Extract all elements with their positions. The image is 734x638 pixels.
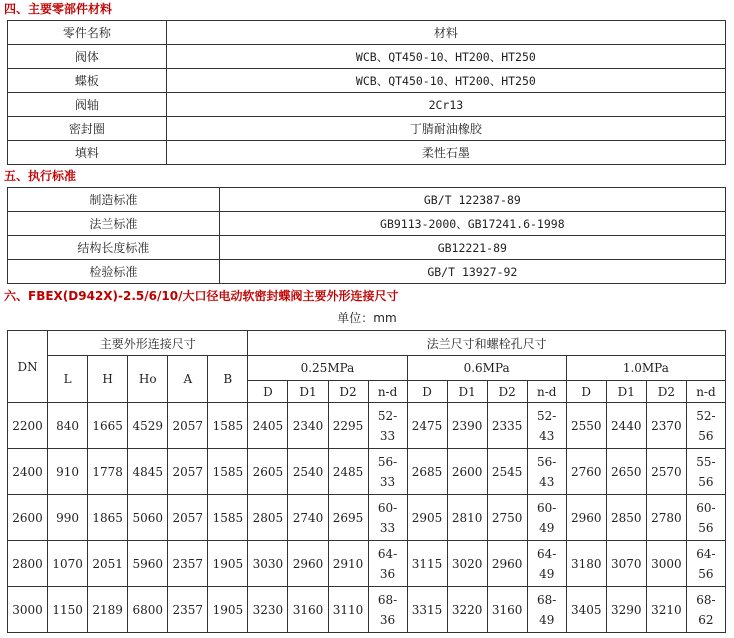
header-a: A bbox=[168, 356, 208, 403]
table-row bbox=[8, 141, 726, 165]
a-value: 2357 bbox=[168, 587, 208, 633]
material-value: 2Cr13 bbox=[166, 93, 725, 117]
d2-value: 3000 bbox=[646, 541, 686, 587]
d-value: 2605 bbox=[248, 449, 288, 495]
header-d1: D1 bbox=[288, 381, 328, 403]
dn-value: 2600 bbox=[8, 495, 48, 541]
d2-value: 3210 bbox=[646, 587, 686, 633]
b-value: 1585 bbox=[208, 449, 248, 495]
d-value: 3180 bbox=[566, 541, 606, 587]
d1-value: 2600 bbox=[447, 449, 487, 495]
d1-value: 2650 bbox=[606, 449, 646, 495]
dimensions-body bbox=[8, 403, 726, 633]
nd-hole-diameter: 36 bbox=[379, 566, 396, 581]
dimensions-table bbox=[7, 330, 726, 633]
ho-value: 4529 bbox=[128, 403, 168, 449]
nd-bolt-count: 60- bbox=[537, 500, 557, 515]
nd-bolt-count: 60- bbox=[696, 500, 716, 515]
nd-hole-diameter: 33 bbox=[379, 520, 396, 535]
d-value: 2760 bbox=[566, 449, 606, 495]
d2-value: 2335 bbox=[487, 403, 527, 449]
table-row bbox=[8, 93, 726, 117]
header-nd: n-d bbox=[368, 381, 407, 403]
a-value: 2357 bbox=[168, 541, 208, 587]
a-value: 2057 bbox=[168, 495, 208, 541]
table-row bbox=[8, 495, 726, 541]
ho-value: 4845 bbox=[128, 449, 168, 495]
nd-value bbox=[686, 587, 725, 633]
header-dn: DN bbox=[8, 331, 48, 403]
standard-name: 制造标准 bbox=[8, 188, 220, 212]
d2-value: 2750 bbox=[487, 495, 527, 541]
d2-value: 2485 bbox=[328, 449, 368, 495]
b-value: 1585 bbox=[208, 495, 248, 541]
nd-hole-diameter: 43 bbox=[539, 428, 555, 443]
d2-value: 2370 bbox=[646, 403, 686, 449]
d-value: 2550 bbox=[566, 403, 606, 449]
d2-value: 2295 bbox=[328, 403, 368, 449]
nd-hole-diameter: 49 bbox=[539, 520, 555, 535]
section-title-dimensions: 六、FBEX(D942X)-2.5/6/10/大口径电动软密封蝶阀主要外形连接尺寸 bbox=[4, 289, 399, 303]
l-value: 910 bbox=[48, 449, 88, 495]
d2-value: 3160 bbox=[487, 587, 527, 633]
standard-name: 结构长度标准 bbox=[8, 236, 220, 260]
d1-value: 3070 bbox=[606, 541, 646, 587]
b-value: 1905 bbox=[208, 587, 248, 633]
table-row bbox=[8, 260, 726, 284]
part-name: 阀体 bbox=[8, 45, 167, 69]
table-row bbox=[8, 587, 726, 633]
d-value: 2805 bbox=[248, 495, 288, 541]
d-value: 2905 bbox=[407, 495, 447, 541]
header-material: 材料 bbox=[166, 21, 725, 45]
header-nd: n-d bbox=[527, 381, 566, 403]
section-title-materials: 四、主要零部件材料 bbox=[4, 2, 113, 16]
part-name: 密封圈 bbox=[8, 117, 167, 141]
nd-bolt-count: 55- bbox=[696, 454, 716, 469]
header-pressure-10: 1.0MPa bbox=[566, 356, 725, 381]
d-value: 3230 bbox=[248, 587, 288, 633]
nd-hole-diameter: 49 bbox=[539, 566, 555, 581]
d1-value: 2540 bbox=[288, 449, 328, 495]
d-value: 3115 bbox=[407, 541, 447, 587]
nd-value bbox=[686, 403, 725, 449]
table-row bbox=[8, 117, 726, 141]
d2-value: 2960 bbox=[487, 541, 527, 587]
nd-value bbox=[368, 587, 407, 633]
nd-value bbox=[686, 495, 725, 541]
nd-hole-diameter: 56 bbox=[698, 520, 714, 535]
header-d: D bbox=[407, 381, 447, 403]
nd-value bbox=[368, 449, 407, 495]
group-header-row bbox=[8, 331, 726, 356]
l-value: 840 bbox=[48, 403, 88, 449]
b-value: 1905 bbox=[208, 541, 248, 587]
ho-value: 5960 bbox=[128, 541, 168, 587]
part-name: 填料 bbox=[8, 141, 167, 165]
standard-value: GB/T 122387-89 bbox=[219, 188, 725, 212]
d-value: 2685 bbox=[407, 449, 447, 495]
standard-name: 法兰标准 bbox=[8, 212, 220, 236]
header-h: H bbox=[88, 356, 128, 403]
nd-value bbox=[527, 541, 566, 587]
nd-hole-diameter: 56 bbox=[698, 428, 714, 443]
ho-value: 6800 bbox=[128, 587, 168, 633]
section-title-standards: 五、执行标准 bbox=[4, 169, 77, 183]
nd-value bbox=[368, 541, 407, 587]
d2-value: 2780 bbox=[646, 495, 686, 541]
nd-bolt-count: 64- bbox=[377, 546, 398, 561]
d2-value: 3110 bbox=[328, 587, 368, 633]
nd-value bbox=[368, 495, 407, 541]
nd-hole-diameter: 36 bbox=[379, 612, 396, 627]
d2-value: 2695 bbox=[328, 495, 368, 541]
table-row bbox=[8, 541, 726, 587]
standard-value: GB/T 13927-92 bbox=[219, 260, 725, 284]
header-d2: D2 bbox=[328, 381, 368, 403]
standard-value: GB12221-89 bbox=[219, 236, 725, 260]
nd-bolt-count: 68- bbox=[696, 592, 716, 607]
d1-value: 2810 bbox=[447, 495, 487, 541]
h-value: 2189 bbox=[88, 587, 128, 633]
ho-value: 5060 bbox=[128, 495, 168, 541]
table-row bbox=[8, 236, 726, 260]
material-value: 柔性石墨 bbox=[166, 141, 725, 165]
material-value: WCB、QT450-10、HT200、HT250 bbox=[166, 69, 725, 93]
header-d: D bbox=[566, 381, 606, 403]
header-b: B bbox=[208, 356, 248, 403]
h-value: 1665 bbox=[88, 403, 128, 449]
h-value: 1865 bbox=[88, 495, 128, 541]
a-value: 2057 bbox=[168, 449, 208, 495]
nd-value bbox=[686, 449, 725, 495]
nd-hole-diameter: 33 bbox=[379, 474, 396, 489]
pressure-header-row bbox=[8, 356, 726, 381]
d1-value: 2850 bbox=[606, 495, 646, 541]
d1-value: 3290 bbox=[606, 587, 646, 633]
l-value: 1070 bbox=[48, 541, 88, 587]
table-row bbox=[8, 188, 726, 212]
table-row bbox=[8, 449, 726, 495]
unit-label: 单位：mm bbox=[337, 311, 397, 325]
nd-value bbox=[527, 495, 566, 541]
header-d2: D2 bbox=[487, 381, 527, 403]
header-nd: n-d bbox=[686, 381, 725, 403]
d1-value: 2740 bbox=[288, 495, 328, 541]
nd-bolt-count: 56- bbox=[377, 454, 398, 469]
d1-value: 3220 bbox=[447, 587, 487, 633]
nd-bolt-count: 68- bbox=[537, 592, 557, 607]
d1-value: 2960 bbox=[288, 541, 328, 587]
header-d: D bbox=[248, 381, 288, 403]
table-row bbox=[8, 403, 726, 449]
a-value: 2057 bbox=[168, 403, 208, 449]
nd-bolt-count: 60- bbox=[377, 500, 398, 515]
header-l: L bbox=[48, 356, 88, 403]
header-pressure-025: 0.25MPa bbox=[248, 356, 407, 381]
b-value: 1585 bbox=[208, 403, 248, 449]
d2-value: 2545 bbox=[487, 449, 527, 495]
d1-value: 2390 bbox=[447, 403, 487, 449]
header-ho: Ho bbox=[128, 356, 168, 403]
table-row bbox=[8, 45, 726, 69]
dn-value: 3000 bbox=[8, 587, 48, 633]
h-value: 1778 bbox=[88, 449, 128, 495]
header-main-dimensions: 主要外形连接尺寸 bbox=[48, 331, 248, 356]
d1-value: 3160 bbox=[288, 587, 328, 633]
nd-bolt-count: 52- bbox=[696, 408, 716, 423]
nd-hole-diameter: 56 bbox=[698, 474, 714, 489]
nd-value bbox=[527, 449, 566, 495]
header-d1: D1 bbox=[606, 381, 646, 403]
material-value: WCB、QT450-10、HT200、HT250 bbox=[166, 45, 725, 69]
nd-bolt-count: 64- bbox=[696, 546, 716, 561]
header-flange-dimensions: 法兰尺寸和螺栓孔尺寸 bbox=[248, 331, 726, 356]
nd-bolt-count: 52- bbox=[377, 408, 398, 423]
dn-value: 2200 bbox=[8, 403, 48, 449]
d2-value: 2910 bbox=[328, 541, 368, 587]
standard-value: GB9113-2000、GB17241.6-1998 bbox=[219, 212, 725, 236]
header-part-name: 零件名称 bbox=[8, 21, 167, 45]
d-value: 3030 bbox=[248, 541, 288, 587]
d-value: 2960 bbox=[566, 495, 606, 541]
header-d2: D2 bbox=[646, 381, 686, 403]
nd-hole-diameter: 43 bbox=[539, 474, 555, 489]
part-name: 蝶板 bbox=[8, 69, 167, 93]
table-row bbox=[8, 69, 726, 93]
l-value: 1150 bbox=[48, 587, 88, 633]
nd-bolt-count: 68- bbox=[377, 592, 398, 607]
standard-name: 检验标准 bbox=[8, 260, 220, 284]
d-value: 2405 bbox=[248, 403, 288, 449]
standards-table bbox=[7, 187, 726, 284]
part-name: 阀轴 bbox=[8, 93, 167, 117]
nd-value bbox=[686, 541, 725, 587]
nd-bolt-count: 52- bbox=[537, 408, 557, 423]
nd-hole-diameter: 62 bbox=[698, 612, 714, 627]
materials-table bbox=[7, 20, 726, 165]
dn-value: 2400 bbox=[8, 449, 48, 495]
table-header-row bbox=[8, 21, 726, 45]
d-value: 2475 bbox=[407, 403, 447, 449]
l-value: 990 bbox=[48, 495, 88, 541]
nd-value bbox=[527, 587, 566, 633]
d1-value: 2440 bbox=[606, 403, 646, 449]
material-value: 丁腈耐油橡胶 bbox=[166, 117, 725, 141]
d1-value: 2340 bbox=[288, 403, 328, 449]
d-value: 3405 bbox=[566, 587, 606, 633]
nd-hole-diameter: 33 bbox=[379, 428, 396, 443]
header-pressure-06: 0.6MPa bbox=[407, 356, 566, 381]
nd-bolt-count: 56- bbox=[537, 454, 557, 469]
d-value: 3315 bbox=[407, 587, 447, 633]
nd-bolt-count: 64- bbox=[537, 546, 557, 561]
h-value: 2051 bbox=[88, 541, 128, 587]
dn-value: 2800 bbox=[8, 541, 48, 587]
header-d1: D1 bbox=[447, 381, 487, 403]
table-row bbox=[8, 212, 726, 236]
nd-value bbox=[368, 403, 407, 449]
nd-value bbox=[527, 403, 566, 449]
d1-value: 3020 bbox=[447, 541, 487, 587]
d2-value: 2570 bbox=[646, 449, 686, 495]
nd-hole-diameter: 49 bbox=[539, 612, 555, 627]
nd-hole-diameter: 56 bbox=[698, 566, 714, 581]
